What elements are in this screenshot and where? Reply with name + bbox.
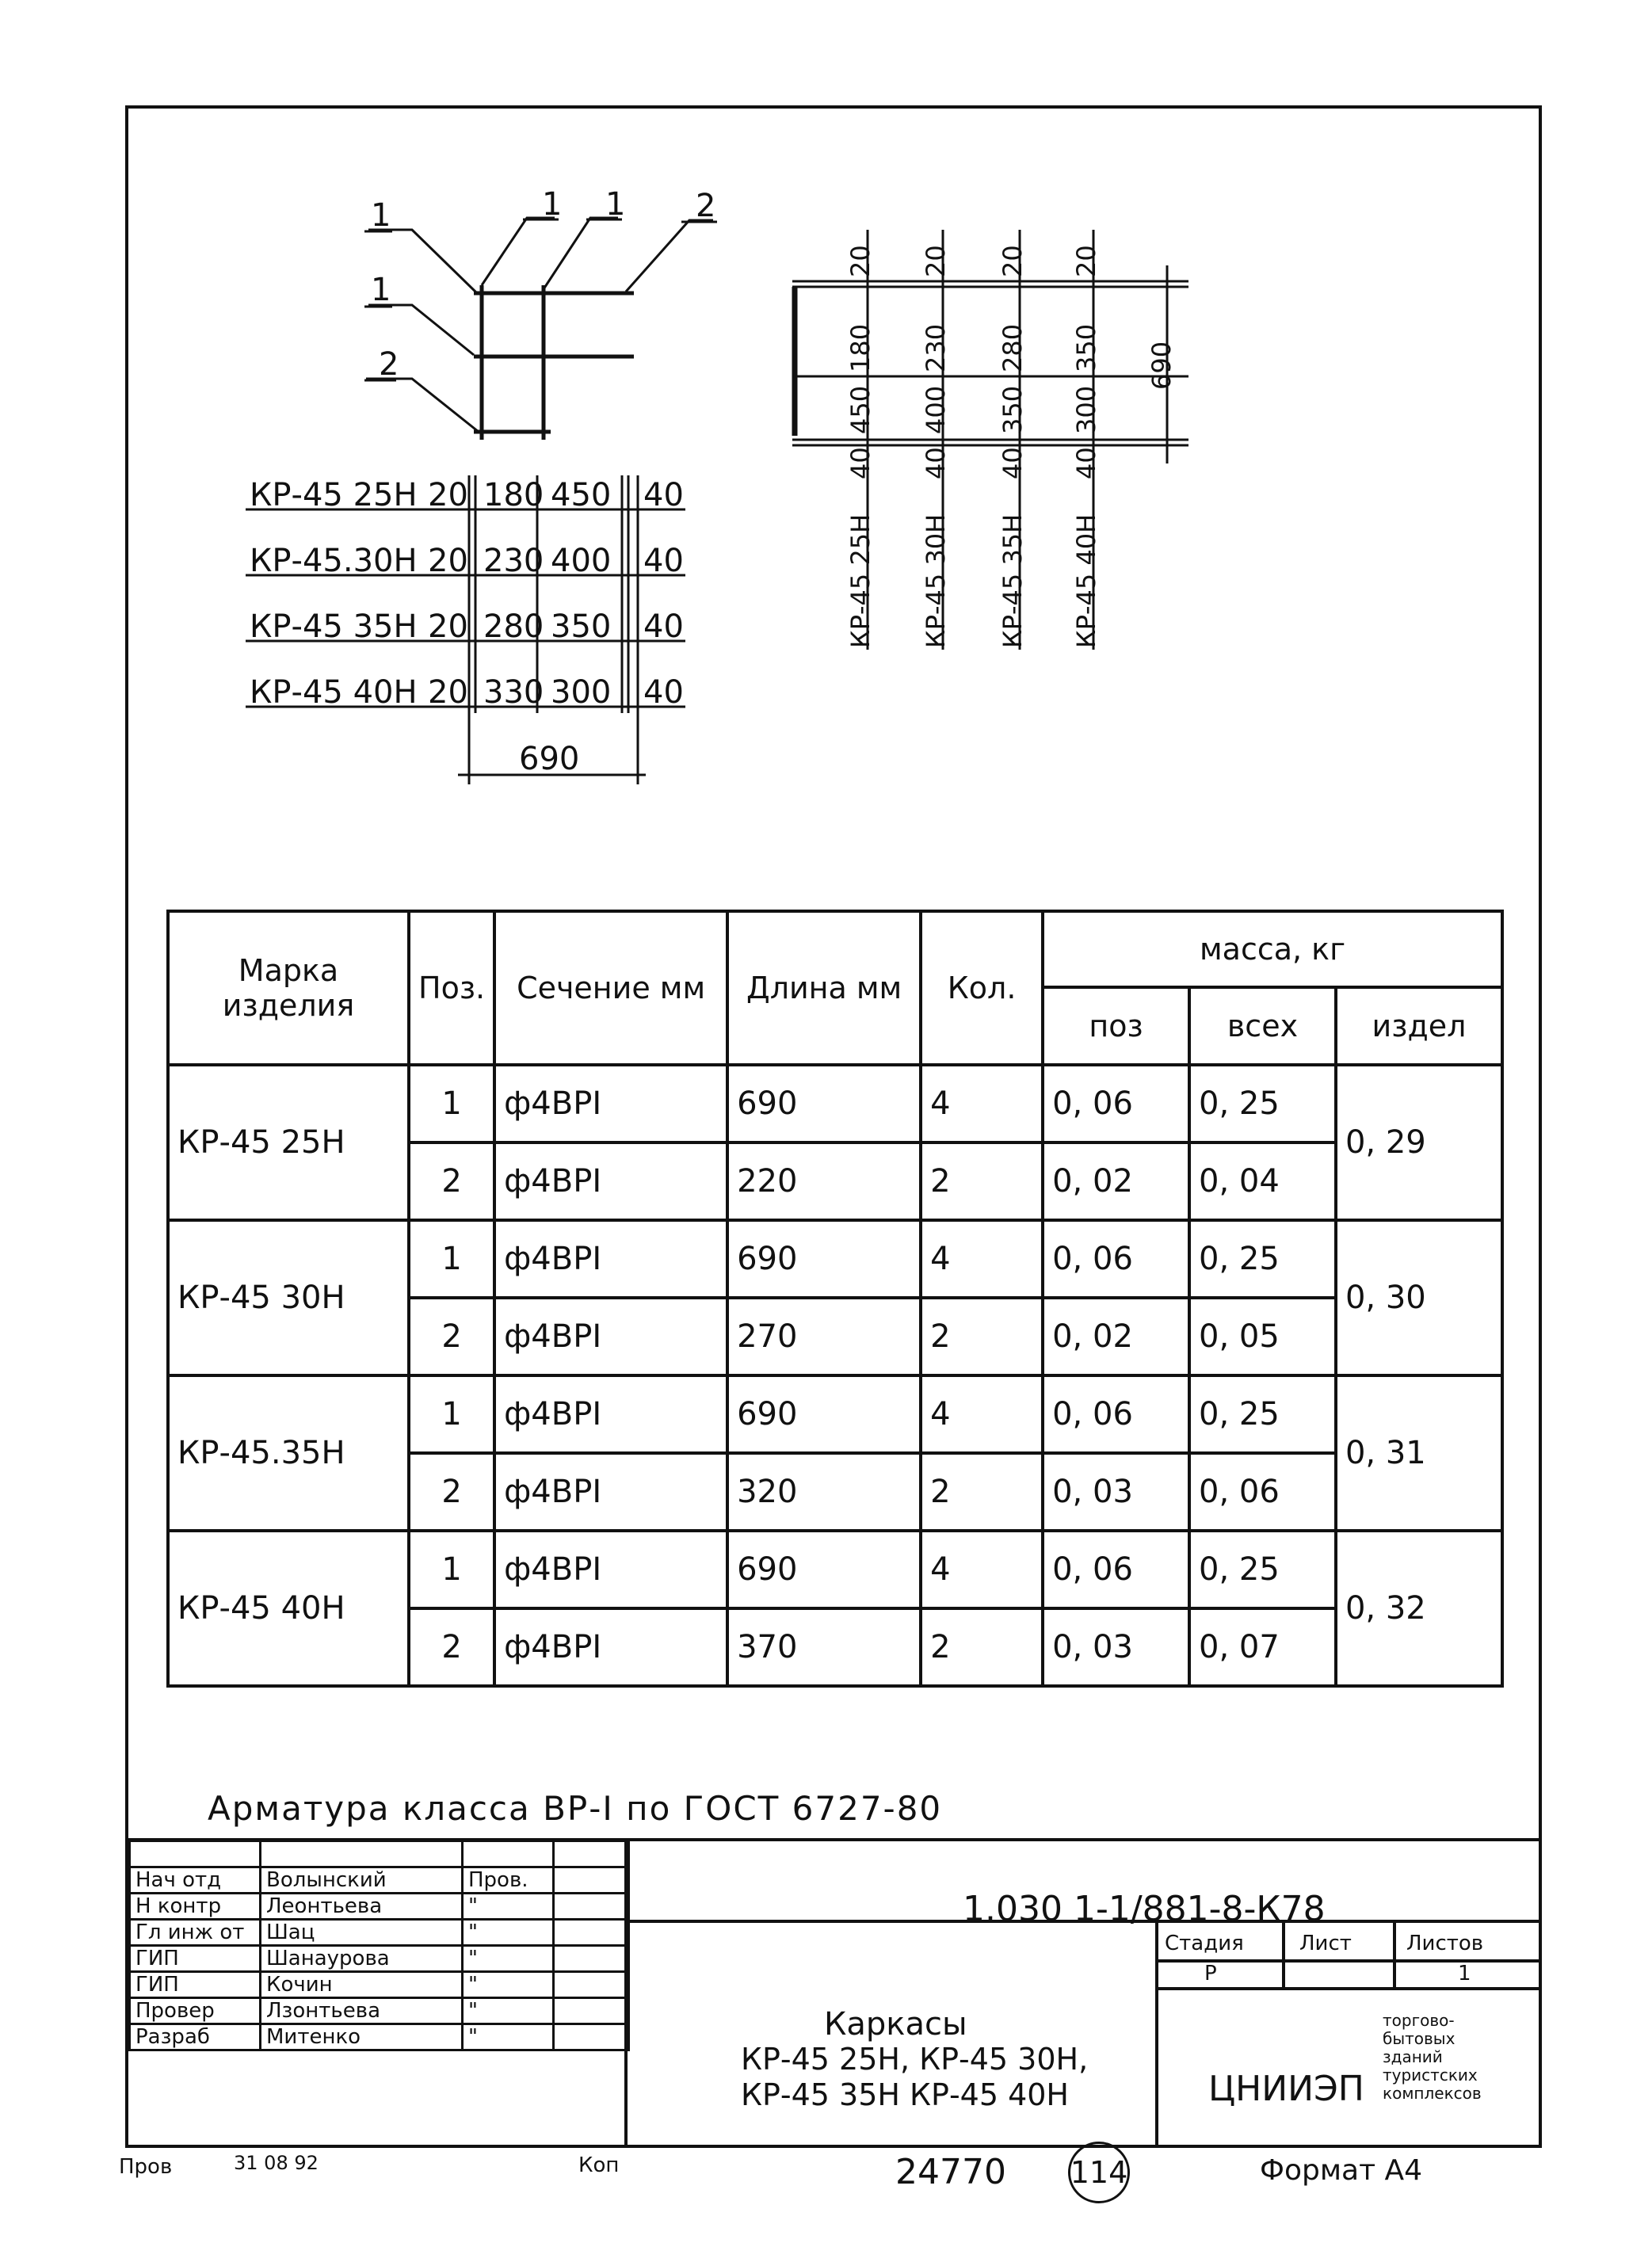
dim-mark: КР-45 25Н [250,477,418,513]
cell-pos: 2 [409,1608,494,1686]
cell-mark: КР-45 40Н [168,1531,409,1686]
header-length: Длина мм [727,911,921,1065]
vdim-b: 180 [845,323,876,372]
staff-sign: Пров. [463,1867,554,1894]
cell-mass-all: 0, 07 [1189,1608,1336,1686]
reinforcement-note: Арматура класса ВР-I по ГОСТ 6727-80 [208,1789,943,1828]
org-dept-line: комплексов [1383,2084,1482,2103]
org-dept-line: бытовых [1383,2029,1456,2048]
dim-b: 330 [483,674,544,711]
staff-name: Митенко [261,2024,463,2050]
dim-b: 230 [483,543,544,579]
callout-1-left-top: 1 [371,197,391,234]
vdim-c: 350 [998,385,1028,434]
cell-pos: 2 [409,1453,494,1531]
format-label: Формат А4 [1260,2154,1423,2187]
cell-mass-item: 0, 31 [1336,1375,1502,1531]
cell-mark: КР-45 30Н [168,1220,409,1375]
header-section: Сечение мм [494,911,727,1065]
stage-value: Р [1204,1962,1217,1985]
dim-a: 20 [428,608,468,645]
cell-section: ф4ВРI [494,1220,727,1298]
header-mark: Марка изделия [168,911,409,1065]
cell-section: ф4ВРI [494,1375,727,1453]
staff-sign: " [463,1920,554,1946]
dim-c: 350 [551,608,612,645]
cell-length: 690 [727,1065,921,1142]
dim-b: 180 [483,477,544,513]
cell-pos: 1 [409,1220,494,1298]
cell-pos: 1 [409,1375,494,1453]
inventory-number: 24770 [895,2152,1006,2192]
vdim-b: 350 [1071,323,1101,372]
cell-mark: КР-45.35Н [168,1375,409,1531]
vdim-mark: КР-45 30Н [921,513,951,648]
vdim-a: 20 [845,245,876,277]
cell-mass-pos: 0, 02 [1043,1298,1189,1375]
cell-mass-all: 0, 25 [1189,1375,1336,1453]
dim-d: 40 [643,674,684,711]
dim-total: 690 [519,741,580,777]
cell-mark: КР-45 25Н [168,1065,409,1220]
dim-c: 400 [551,543,612,579]
cell-pos: 1 [409,1065,494,1142]
callout-2-top: 2 [696,188,716,224]
vdim-mark: КР-45 35Н [998,513,1028,648]
header-mass-item: издел [1336,987,1502,1065]
dim-a: 20 [428,477,468,513]
title-line: КР-45 35Н КР-45 40Н [741,2077,1070,2112]
page-number: 114 [1070,2155,1128,2190]
header-qty: Кол. [921,911,1043,1065]
dim-d: 40 [643,543,684,579]
cell-section: ф4ВРI [494,1453,727,1531]
cell-mass-all: 0, 25 [1189,1220,1336,1298]
callout-2-left: 2 [379,346,399,383]
callout-1-left-mid: 1 [371,272,391,308]
dim-d: 40 [643,608,684,645]
cell-length: 220 [727,1142,921,1220]
vdim-d: 40 [1071,447,1101,479]
cell-section: ф4ВРI [494,1531,727,1608]
cell-length: 690 [727,1220,921,1298]
staff-sign: " [463,1998,554,2024]
cell-mass-all: 0, 04 [1189,1142,1336,1220]
copy-label: Коп [578,2153,620,2177]
cell-length: 320 [727,1453,921,1531]
staff-name: Лзонтьева [261,1998,463,2024]
vdim-b: 280 [998,323,1028,372]
staff-name: Шац [261,1920,463,1946]
cell-section: ф4ВРI [494,1608,727,1686]
cell-length: 270 [727,1298,921,1375]
cell-qty: 4 [921,1375,1043,1453]
staff-name: Леонтьева [261,1894,463,1920]
dim-mark: КР-45 40Н [250,674,418,711]
staff-sign: " [463,1972,554,1998]
vdim-a: 20 [921,245,951,277]
cell-qty: 2 [921,1608,1043,1686]
vdim-c: 300 [1071,385,1101,434]
cell-mass-pos: 0, 02 [1043,1142,1189,1220]
vdim-mark: КР-45 40Н [1071,513,1101,648]
cell-qty: 2 [921,1453,1043,1531]
sheet-label: Лист [1299,1932,1352,1955]
vdim-d: 40 [998,447,1028,479]
dim-mark: КР-45.30Н [250,543,418,579]
cell-mass-all: 0, 25 [1189,1065,1336,1142]
check-label: Пров [119,2155,173,2179]
cell-mass-item: 0, 30 [1336,1220,1502,1375]
dim-d: 40 [643,477,684,513]
staff-name: Шанаурова [261,1946,463,1972]
org-dept-line: торгово- [1383,2011,1455,2030]
callout-1-top-b: 1 [605,186,626,223]
dim-mark: КР-45 35Н [250,608,418,645]
cell-qty: 4 [921,1531,1043,1608]
dim-c: 300 [551,674,612,711]
cell-pos: 2 [409,1298,494,1375]
cell-qty: 2 [921,1298,1043,1375]
staff-sign: " [463,1894,554,1920]
header-pos: Поз. [409,911,494,1065]
cell-mass-all: 0, 05 [1189,1298,1336,1375]
cell-mass-pos: 0, 03 [1043,1608,1189,1686]
cell-mass-pos: 0, 06 [1043,1531,1189,1608]
cell-mass-item: 0, 32 [1336,1531,1502,1686]
staff-name: Кочин [261,1972,463,1998]
vdim-d: 40 [845,447,876,479]
header-mass-all: всех [1189,987,1336,1065]
title-line: Каркасы [824,2006,967,2043]
organization: ЦНИИЭП [1208,2069,1364,2109]
org-dept-line: зданий [1383,2047,1443,2066]
vdim-a: 20 [998,245,1028,277]
cell-mass-pos: 0, 06 [1043,1065,1189,1142]
staff-sign: " [463,1946,554,1972]
dim-b: 280 [483,608,544,645]
header-mass: масса, кг [1043,911,1502,987]
cell-qty: 4 [921,1065,1043,1142]
sheets-value: 1 [1458,1962,1471,1985]
vdim-mark: КР-45 25Н [845,513,876,648]
cell-length: 690 [727,1531,921,1608]
vdim-c: 400 [921,385,951,434]
stage-label: Стадия [1165,1932,1244,1955]
cell-mass-pos: 0, 06 [1043,1375,1189,1453]
cell-mass-all: 0, 25 [1189,1531,1336,1608]
staff-sign: " [463,2024,554,2050]
dim-a: 20 [428,543,468,579]
cell-mass-pos: 0, 06 [1043,1220,1189,1298]
cell-qty: 2 [921,1142,1043,1220]
cell-pos: 2 [409,1142,494,1220]
staff-role: ГИП [130,1946,261,1972]
dim-a: 20 [428,674,468,711]
staff-role: Нач отд [130,1867,261,1894]
page-number-circle [1068,2142,1130,2203]
dim-c: 450 [551,477,612,513]
cell-pos: 1 [409,1531,494,1608]
cell-mass-item: 0, 29 [1336,1065,1502,1220]
check-date: 31 08 92 [234,2152,319,2174]
header-mass-pos: поз [1043,987,1189,1065]
vdim-c: 450 [845,385,876,434]
cell-length: 370 [727,1608,921,1686]
vdim-b: 230 [921,323,951,372]
cell-section: ф4ВРI [494,1065,727,1142]
cell-section: ф4ВРI [494,1142,727,1220]
staff-role: Н контр [130,1894,261,1920]
cell-mass-all: 0, 06 [1189,1453,1336,1531]
document-code: 1.030 1-1/881-8-К78 [963,1889,1326,1929]
vdim-a: 20 [1071,245,1101,277]
vdim-total: 690 [1146,341,1177,390]
org-dept-line: туристских [1383,2066,1478,2085]
staff-role: ГИП [130,1972,261,1998]
cell-section: ф4ВРI [494,1298,727,1375]
callout-1-top-a: 1 [542,186,563,223]
staff-role: Разраб [130,2024,261,2050]
vdim-d: 40 [921,447,951,479]
cell-length: 690 [727,1375,921,1453]
staff-role: Гл инж от [130,1920,261,1946]
staff-role: Провер [130,1998,261,2024]
cell-qty: 4 [921,1220,1043,1298]
sheets-label: Листов [1406,1932,1484,1955]
staff-name: Волынский [261,1867,463,1894]
title-line: КР-45 25Н, КР-45 30Н, [741,2042,1089,2077]
cell-mass-pos: 0, 03 [1043,1453,1189,1531]
